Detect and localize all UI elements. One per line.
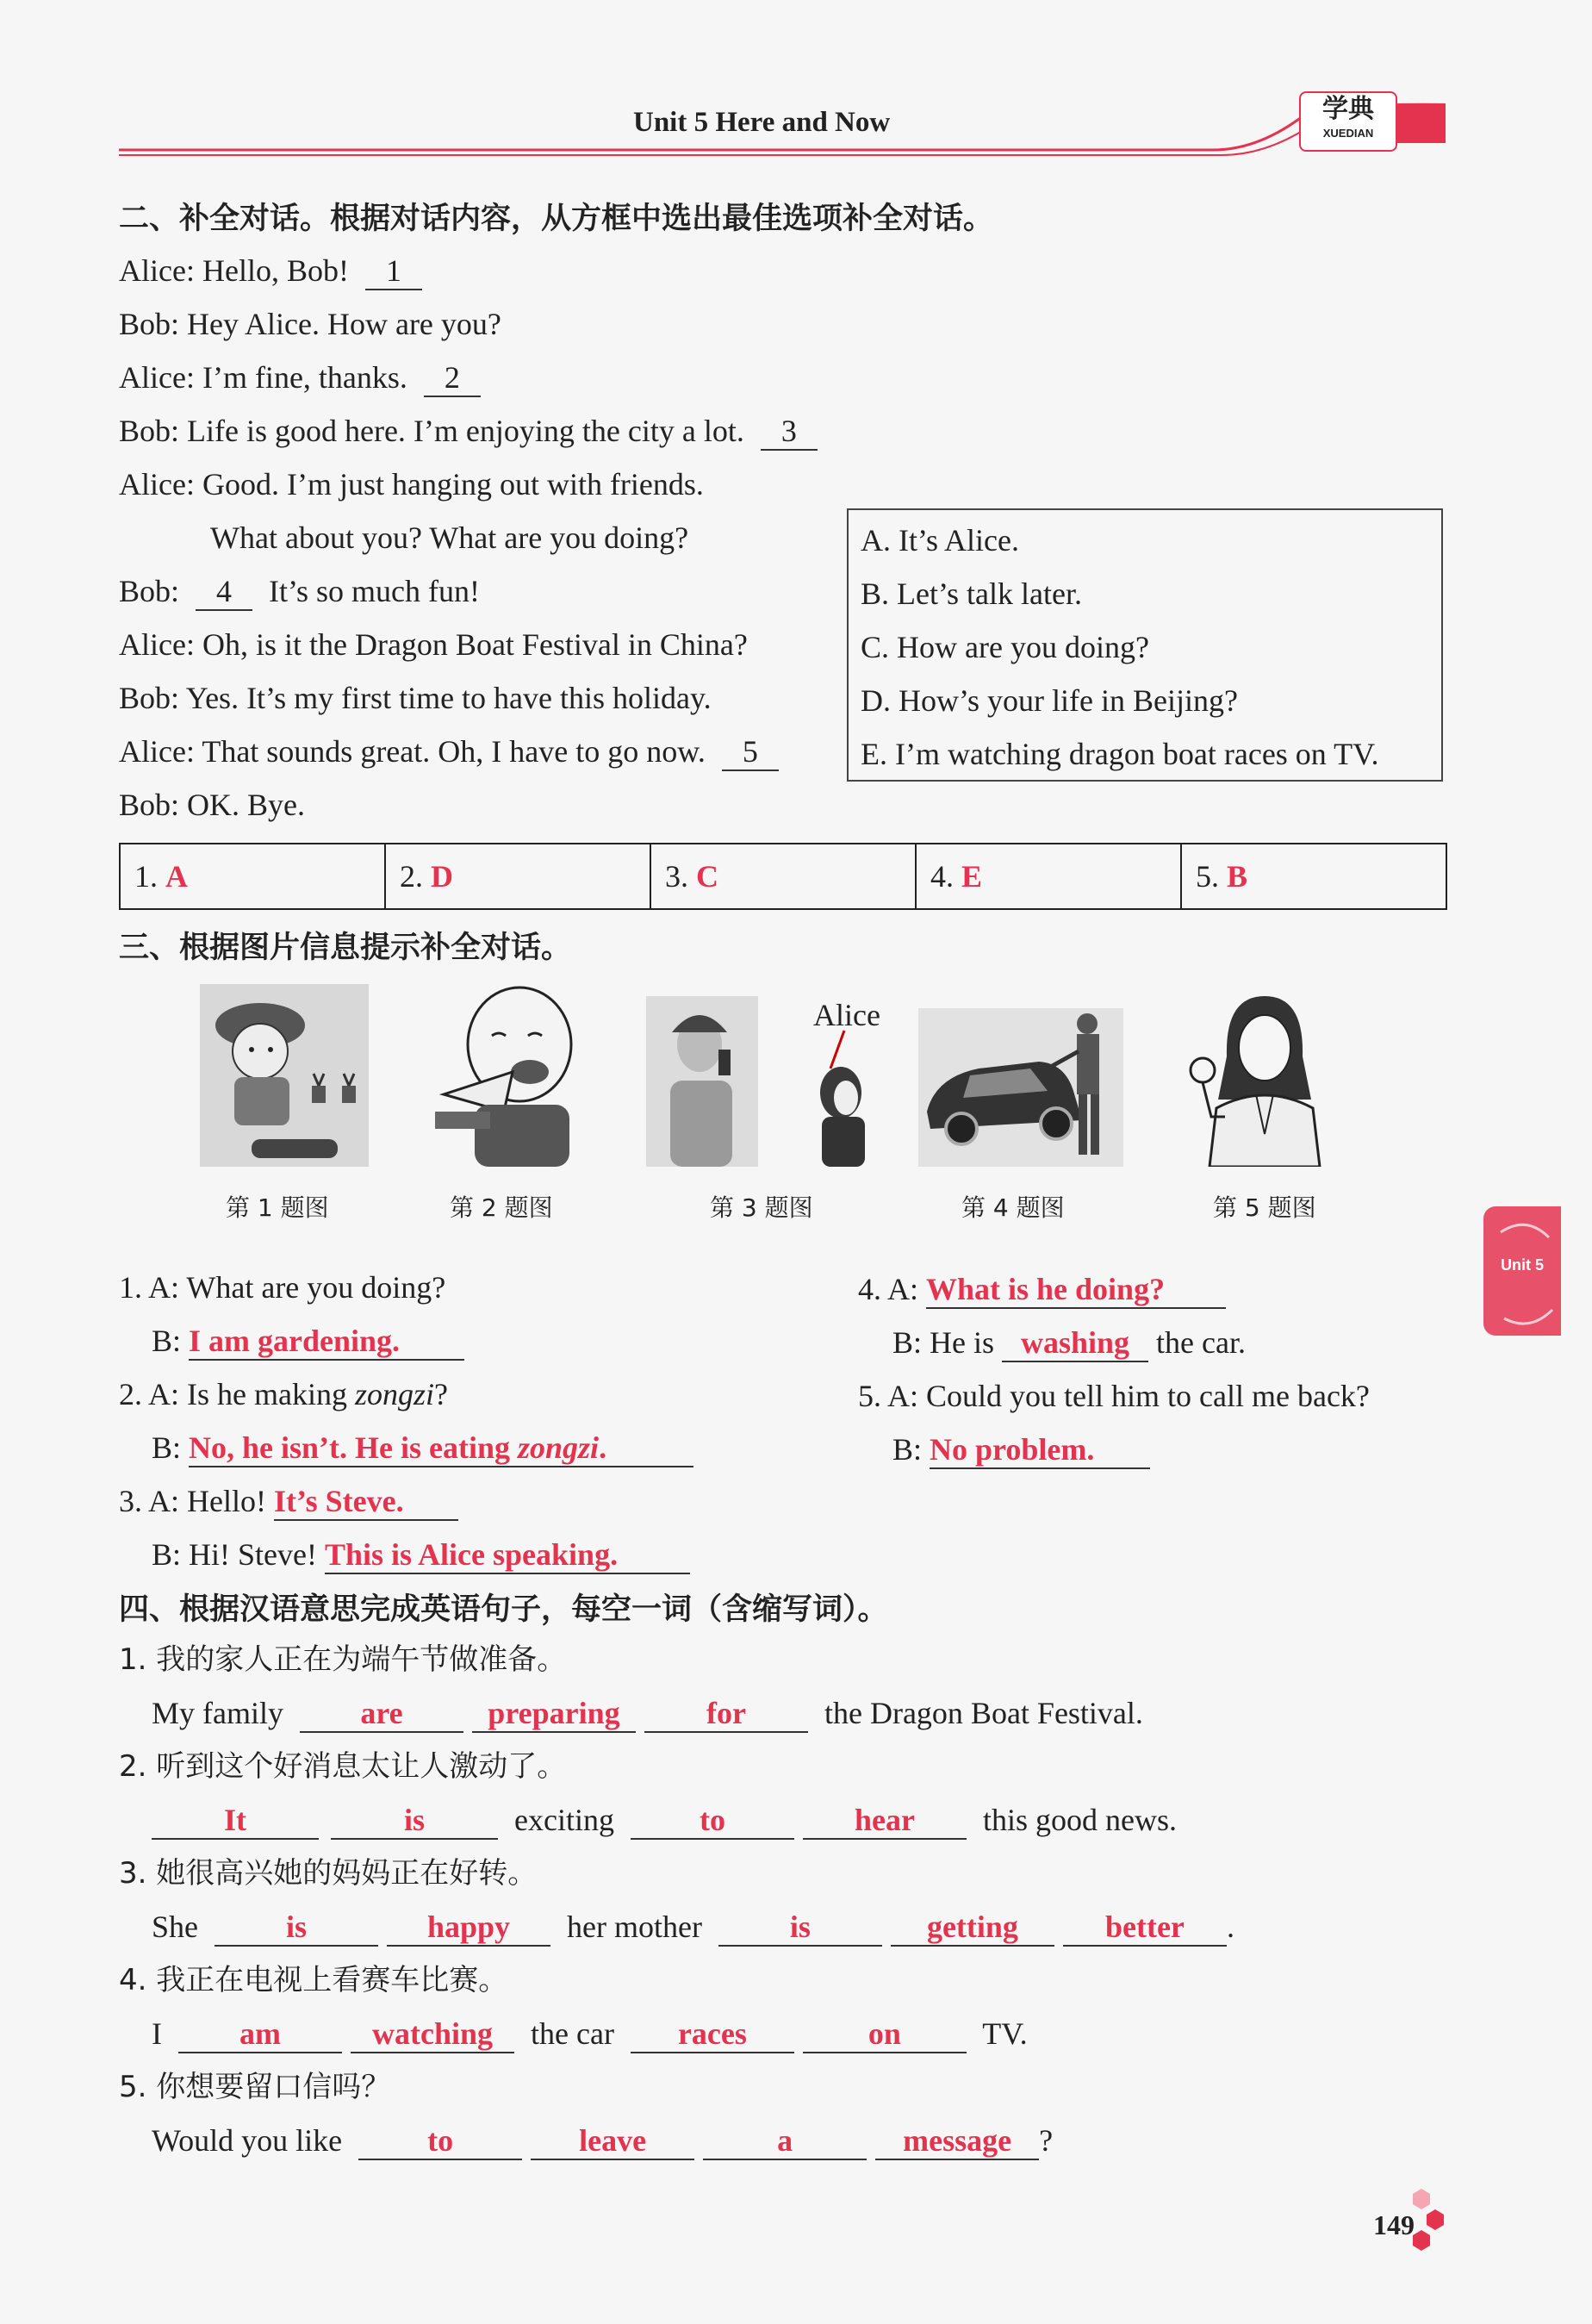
dialog-line-8: Alice: Oh, is it the Dragon Boat Festival in China? bbox=[119, 627, 748, 662]
answer-4-1-3: for bbox=[644, 1695, 808, 1733]
q4-5-en: Would you like to leave a message ? bbox=[152, 2122, 1053, 2160]
answer-4-3-2: happy bbox=[387, 1909, 550, 1947]
option-b: B. Let’s talk later. bbox=[861, 576, 1082, 611]
q4-2-cn: 2. 听到这个好消息太让人激动了。 bbox=[119, 1749, 567, 1784]
q3-2-b: B: No, he isn’t. He is eating zongzi. bbox=[152, 1429, 693, 1467]
q3-1-a: 1. A: What are you doing? bbox=[119, 1270, 446, 1305]
dialog-line-10: Alice: That sounds great. Oh, I have to go now. 5 bbox=[119, 732, 779, 771]
side-tab-label: Unit 5 bbox=[1500, 1256, 1544, 1274]
option-c: C. How are you doing? bbox=[861, 630, 1149, 664]
answer-3-4b: washing bbox=[1002, 1324, 1148, 1362]
dialog-line-1: Alice: Hello, Bob! 1 bbox=[119, 252, 422, 290]
options-box bbox=[847, 508, 1443, 782]
picture-4-washing-car bbox=[918, 1008, 1123, 1167]
answer-4-4-1: am bbox=[178, 2016, 342, 2053]
dialog-line-9: Bob: Yes. It’s my first time to have this holiday. bbox=[119, 681, 712, 715]
unit-side-tab bbox=[1483, 1206, 1561, 1336]
dialog-line-2: Bob: Hey Alice. How are you? bbox=[119, 307, 501, 341]
answer-cell-1: 1. A bbox=[121, 844, 386, 908]
q3-4-b: B: He is washing the car. bbox=[892, 1324, 1246, 1362]
page-header-title: Unit 5 Here and Now bbox=[633, 107, 891, 138]
answer-cell-5: 5. B bbox=[1196, 859, 1248, 894]
q4-3-en: She is happy her mother is getting better . bbox=[152, 1908, 1234, 1947]
page-number: 149 bbox=[1373, 2209, 1415, 2240]
caption-3: 第 3 题图 bbox=[710, 1193, 813, 1222]
answer-4-5-1: to bbox=[358, 2122, 522, 2160]
answer-4-5-2: leave bbox=[531, 2122, 694, 2160]
brand-name: 学典 bbox=[1322, 94, 1374, 124]
answer-4-2-3: to bbox=[631, 1802, 794, 1840]
q4-1-cn: 1. 我的家人正在为端午节做准备。 bbox=[119, 1642, 567, 1677]
q3-2-a: 2. A: Is he making zongzi? bbox=[119, 1377, 448, 1411]
answer-4-4-4: on bbox=[803, 2016, 967, 2053]
q3-5-a: 5. A: Could you tell him to call me back? bbox=[858, 1379, 1370, 1413]
caption-1: 第 1 题图 bbox=[226, 1193, 329, 1222]
answer-4-5-3: a bbox=[703, 2122, 867, 2160]
picture-5-ok-gesture bbox=[1182, 988, 1337, 1167]
caption-5: 第 5 题图 bbox=[1213, 1193, 1316, 1222]
picture-label-alice: Alice bbox=[813, 998, 880, 1032]
header-rule bbox=[119, 93, 1446, 162]
answer-cell-2: 2. D bbox=[386, 844, 651, 908]
answer-4-2-4: hear bbox=[803, 1802, 967, 1840]
q4-4-en: I am watching the car races on TV. bbox=[152, 2015, 1028, 2053]
q3-1-b: B: I am gardening. bbox=[152, 1322, 464, 1361]
answer-cell-4: 4. E bbox=[917, 844, 1182, 908]
caption-4: 第 4 题图 bbox=[961, 1193, 1065, 1222]
blank-1: 1 bbox=[365, 252, 422, 290]
answer-3-5: No problem. bbox=[930, 1431, 1150, 1469]
answer-4-5-4: message bbox=[875, 2122, 1039, 2160]
answer-4-2-1: It bbox=[152, 1802, 319, 1840]
section4-heading: 四、根据汉语意思完成英语句子，每空一词（含缩写词）。 bbox=[119, 1592, 888, 1627]
answer-4-2-2: is bbox=[331, 1802, 498, 1840]
answer-3-1: I am gardening. bbox=[189, 1323, 464, 1361]
answer-4-3-4: getting bbox=[891, 1909, 1054, 1947]
q4-2-en: It is exciting to hear this good news. bbox=[152, 1801, 1177, 1840]
option-e: E. I’m watching dragon boat races on TV. bbox=[861, 737, 1379, 771]
blank-5: 5 bbox=[722, 733, 779, 771]
answer-4-3-1: is bbox=[215, 1909, 378, 1947]
q4-3-cn: 3. 她很高兴她的妈妈正在好转。 bbox=[119, 1856, 538, 1891]
answer-4-3-5: better bbox=[1063, 1909, 1227, 1947]
answer-4-3-3: is bbox=[718, 1909, 882, 1947]
answer-4-4-2: watching bbox=[351, 2016, 514, 2053]
caption-2: 第 2 题图 bbox=[450, 1193, 553, 1222]
dialog-line-5: Alice: Good. I’m just hanging out with friends. bbox=[119, 467, 704, 502]
picture-2-eating-zongzi bbox=[435, 982, 607, 1167]
q4-4-cn: 4. 我正在电视上看赛车比赛。 bbox=[119, 1963, 508, 1997]
answer-3-4a: What is he doing? bbox=[926, 1271, 1226, 1309]
dialog-line-4: Bob: Life is good here. I’m enjoying the city a lot. 3 bbox=[119, 412, 818, 451]
brand-sub: XUEDIAN bbox=[1322, 127, 1374, 140]
blank-2: 2 bbox=[424, 359, 481, 397]
option-a: A. It’s Alice. bbox=[861, 523, 1019, 558]
answer-4-1-1: are bbox=[300, 1695, 463, 1733]
answer-4-4-3: races bbox=[631, 2016, 794, 2053]
section2-heading: 二、补全对话。根据对话内容，从方框中选出最佳选项补全对话。 bbox=[119, 202, 994, 236]
q3-5-b: B: No problem. bbox=[892, 1430, 1150, 1469]
dialog-line-7: Bob: 4 It’s so much fun! bbox=[119, 572, 480, 611]
answer-table bbox=[119, 843, 1447, 910]
q3-4-a: 4. A: What is he doing? bbox=[858, 1270, 1226, 1309]
answer-3-2: No, he isn’t. He is eating zongzi. bbox=[189, 1430, 693, 1467]
section3-heading: 三、根据图片信息提示补全对话。 bbox=[119, 931, 572, 965]
q3-3-b: B: Hi! Steve! This is Alice speaking. bbox=[152, 1536, 690, 1574]
q3-3-a: 3. A: Hello! It’s Steve. bbox=[119, 1482, 458, 1521]
answer-cell-3: 3. C bbox=[651, 844, 917, 908]
answer-3-3b: This is Alice speaking. bbox=[325, 1536, 690, 1574]
dialog-line-3: Alice: I’m fine, thanks. 2 bbox=[119, 358, 481, 397]
brand-logo bbox=[1299, 91, 1397, 152]
dialog-line-6: What about you? What are you doing? bbox=[210, 520, 689, 555]
q4-5-cn: 5. 你想要留口信吗？ bbox=[119, 2070, 391, 2104]
blank-3: 3 bbox=[761, 413, 818, 451]
dialog-line-11: Bob: OK. Bye. bbox=[119, 788, 306, 822]
answer-3-3a: It’s Steve. bbox=[274, 1483, 458, 1521]
q4-1-en: My family are preparing for the Dragon Boat Festival. bbox=[152, 1694, 1143, 1733]
picture-1-gardening bbox=[200, 984, 369, 1167]
blank-4: 4 bbox=[196, 573, 252, 611]
option-d: D. How’s your life in Beijing? bbox=[861, 683, 1238, 718]
answer-4-1-2: preparing bbox=[472, 1695, 636, 1733]
